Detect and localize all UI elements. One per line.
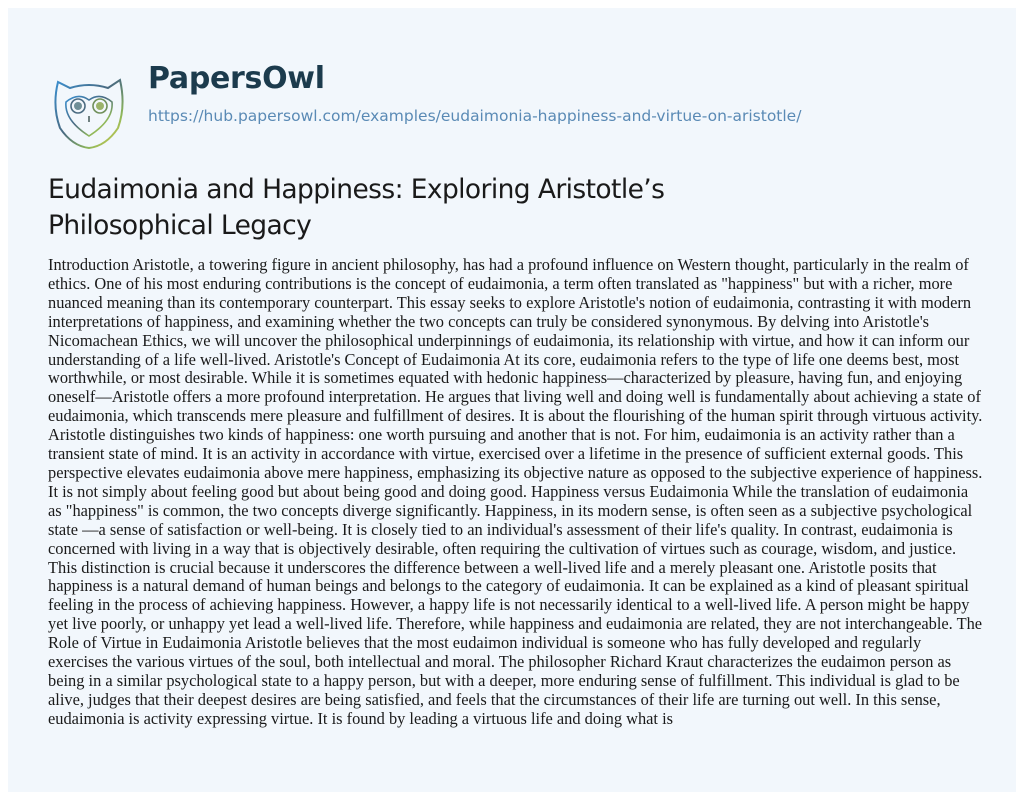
article-title: Eudaimonia and Happiness: Exploring Aristotle’s Philosophical Legacy <box>48 174 665 241</box>
source-url-link[interactable]: https://hub.papersowl.com/examples/eudaimonia-happiness-and-virtue-on-aristotle/ <box>148 107 802 125</box>
site-header <box>44 60 801 150</box>
brand-block <box>148 60 801 126</box>
article-body: Introduction Aristotle, a towering figure in ancient philosophy, has had a profound influence on Western thought, particularly in the realm of ethics. One of his most enduring contributions is the concept of eudaimonia, a term often translated as "happiness" but with a richer, more nuanced meaning than its contemporary counterpart. This essay seeks to explore Aristotle's notion of eudaimonia, contrasting it with modern interpretations of happiness, and examining whether the two concepts can truly be considered synonymous. By delving into Aristotle's Nicomachean Ethics, we will uncover the philosophical underpinnings of eudaimonia, its relationship with virtue, and how it can inform our understanding of a life well-lived. Aristotle's Concept of Eudaimonia At its core, eudaimonia refers to the type of life one deems best, most worthwhile, or most desirable. While it is sometimes equated with hedonic happiness—characterized by pleasure, having fun, and enjoying oneself—Aristotle offers a more profound interpretation. He argues that living well and doing well is fundamentally about achieving a state of eudaimonia, which transcends mere pleasure and fulfillment of desires. It is about the flourishing of the human spirit through virtuous activity. Aristotle distinguishes two kinds of happiness: one worth pursuing and another that is not. For him, eudaimonia is an activity rather than a transient state of mind. It is an activity in accordance with virtue, exercised over a lifetime in the presence of sufficient external goods. This perspective elevates eudaimonia above mere happiness, emphasizing its objective nature as opposed to the subjective experience of happiness. It is not simply about feeling good but about being good and doing good. Happiness versus Eudaimonia While the translation of eudaimonia as "happiness" is common, the two concepts diverge significantly. Happiness, in its modern sense, is often seen as a subjective psychological state —a sense of satisfaction or well-being. It is closely tied to an individual's assessment of their life's quality. In contrast, eudaimonia is concerned with living in a way that is objectively desirable, often requiring the cultivation of virtues such as courage, wisdom, and justice. This distinction is crucial because it underscores the difference between a well-lived life and a merely pleasant one. Aristotle posits that happiness is a natural demand of human beings and belongs to the category of eudaimonia. It can be explained as a kind of pleasant spiritual feeling in the process of achieving happiness. However, a happy life is not necessarily identical to a well-lived life. A person might be happy yet live poorly, or unhappy yet lead a well-lived life. Therefore, while happiness and eudaimonia are related, they are not interchangeable. The Role of Virtue in Eudaimonia Aristotle believes that the most eudaimon individual is someone who has fully developed and regularly exercises the various virtues of the soul, both intellectual and moral. The philosopher Richard Kraut characterizes the eudaimon person as being in a similar psychological state to a happy person, but with a deeper, more enduring sense of fulfillment. This individual is glad to be alive, judges that their deepest desires are being satisfied, and feels that the circumstances of their life are turning out well. In this sense, eudaimonia is activity expressing virtue. It is found by leading a virtuous life and doing what is <box>48 255 983 728</box>
brand-name[interactable]: PapersOwl <box>148 61 325 96</box>
owl-logo-icon <box>44 66 134 156</box>
